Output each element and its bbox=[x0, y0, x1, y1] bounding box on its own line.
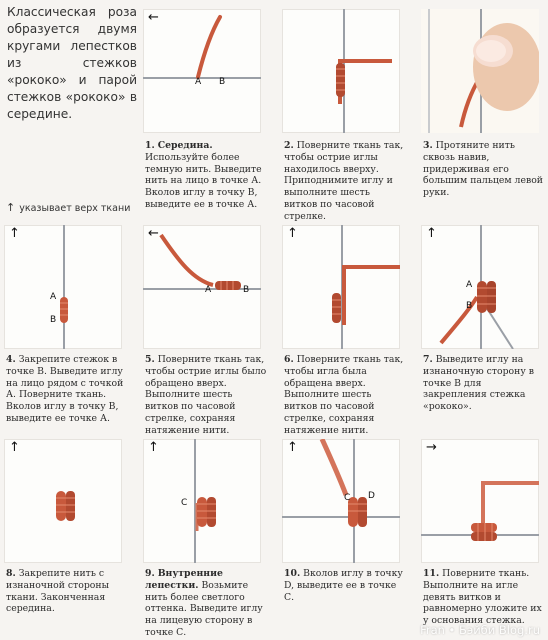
legend bbox=[6, 201, 130, 214]
step-5-photo bbox=[143, 225, 261, 349]
step-title: Внутренние лепестки. bbox=[145, 568, 223, 591]
step-2-illustration bbox=[282, 9, 400, 133]
step-number: 9. bbox=[145, 568, 155, 579]
step-3-caption bbox=[423, 140, 545, 199]
watermark: Fran • Бэйби Blog.ru bbox=[420, 623, 540, 637]
step-1-caption bbox=[145, 140, 267, 211]
point-label-c: C bbox=[181, 498, 188, 508]
step-4-illustration bbox=[4, 225, 122, 349]
point-label-b: B bbox=[243, 285, 250, 295]
step-text: Поверните ткань так, чтобы острие иглы находилось вверху. Приподнимите иглу и выполните шесть витков по часовой стрелке. bbox=[284, 140, 404, 222]
step-text: Закрепите стежок в точке В. Выведите иглу на лицо рядом с точкой А. Поверните ткань. Вколов иглу в точку В, выведите ее точке А. bbox=[6, 354, 124, 424]
step-10-caption bbox=[284, 568, 406, 603]
step-number: 6. bbox=[284, 354, 294, 365]
up-arrow-icon: ↑ bbox=[426, 226, 437, 241]
step-number: 8. bbox=[6, 568, 16, 579]
step-text: Протяните нить сквозь навив, придерживая его большим пальцем левой руки. bbox=[423, 140, 543, 199]
up-arrow-icon: ↑ bbox=[287, 226, 298, 241]
step-7-caption bbox=[423, 354, 545, 413]
step-number: 3. bbox=[423, 140, 433, 151]
step-9-caption bbox=[145, 568, 267, 639]
right-arrow-icon: → bbox=[426, 440, 437, 455]
step-11-caption bbox=[423, 568, 545, 627]
step-11-illustration bbox=[421, 439, 539, 563]
point-label-d: D bbox=[368, 491, 375, 501]
step-2-caption bbox=[284, 140, 406, 223]
step-number: 2. bbox=[284, 140, 294, 151]
step-8-illustration bbox=[4, 439, 122, 563]
point-label-b: B bbox=[466, 301, 473, 311]
step-number: 4. bbox=[6, 354, 16, 365]
step-6-illustration bbox=[282, 225, 400, 349]
legend-text: указывает верх ткани bbox=[19, 203, 131, 214]
step-number: 5. bbox=[145, 354, 155, 365]
point-label-c: C bbox=[344, 493, 351, 503]
up-arrow-icon: ↑ bbox=[6, 201, 16, 214]
step-5-caption bbox=[145, 354, 267, 437]
step-number: 7. bbox=[423, 354, 433, 365]
up-arrow-icon: ↑ bbox=[9, 440, 20, 455]
point-label-a: A bbox=[195, 77, 202, 87]
step-1-photo bbox=[143, 9, 261, 133]
up-arrow-icon: ↑ bbox=[9, 226, 20, 241]
step-number: 10. bbox=[284, 568, 301, 579]
step-6-photo bbox=[282, 225, 400, 349]
step-7-illustration bbox=[421, 225, 539, 349]
step-1-illustration bbox=[143, 9, 261, 133]
left-arrow-icon: ← bbox=[148, 226, 159, 241]
point-label-a: A bbox=[466, 280, 473, 290]
step-3-photo bbox=[421, 9, 539, 133]
step-text: Поверните ткань так, чтобы игла была обращена вверх. Выполните шесть витков по часовой стрелке, сохраняя натяжение нити. bbox=[284, 354, 404, 436]
point-label-b: B bbox=[219, 77, 226, 87]
left-arrow-icon: ← bbox=[148, 10, 159, 25]
step-9-illustration bbox=[143, 439, 261, 563]
step-text: Закрепите нить с изнаночной стороны ткани. Законченная середина. bbox=[6, 568, 109, 615]
point-label-a: A bbox=[205, 285, 212, 295]
step-4-photo bbox=[4, 225, 122, 349]
step-text: Возьмите нить более светлого оттенка. Выведите иглу на лицевую сторону в точке С. bbox=[145, 579, 263, 638]
step-2-photo bbox=[282, 9, 400, 133]
up-arrow-icon: ↑ bbox=[148, 440, 159, 455]
step-number: 1. bbox=[145, 140, 155, 151]
step-text: Поверните ткань так, чтобы острие иглы было обращено вверх. Выполните шесть витков по часовой стрелке, сохраняя натяжение нити. bbox=[145, 354, 267, 436]
step-text: Выведите иглу на изнаночную сторону в точке В для закрепления стежка «рококо». bbox=[423, 354, 535, 413]
step-3-illustration bbox=[421, 9, 539, 133]
step-text: Поверните ткань. Выполните на игле девять витков и равномерно уложите их у основания стежка. bbox=[423, 568, 542, 627]
step-7-photo bbox=[421, 225, 539, 349]
step-10-photo bbox=[282, 439, 400, 563]
step-text: Используйте более темную нить. Выведите нить на лицо в точке А. Вколов иглу в точку В, выведите ее в точке А. bbox=[145, 151, 262, 210]
step-4-caption bbox=[6, 354, 128, 425]
step-11-photo bbox=[421, 439, 539, 563]
step-9-photo bbox=[143, 439, 261, 563]
up-arrow-icon: ↑ bbox=[287, 440, 298, 455]
step-10-illustration bbox=[282, 439, 400, 563]
point-label-a: A bbox=[50, 292, 57, 302]
step-number: 11. bbox=[423, 568, 440, 579]
intro-text: Классическая роза образуется двумя кругами лепестков из стежков «рококо» и парой стежков «рококо» в середине. bbox=[7, 5, 137, 121]
step-title: Середина. bbox=[157, 140, 213, 151]
step-text: Вколов иглу в точку D, выведите ее в точке С. bbox=[284, 568, 403, 603]
point-label-b: B bbox=[50, 315, 57, 325]
step-6-caption bbox=[284, 354, 406, 437]
step-8-caption bbox=[6, 568, 128, 615]
step-8-photo bbox=[4, 439, 122, 563]
